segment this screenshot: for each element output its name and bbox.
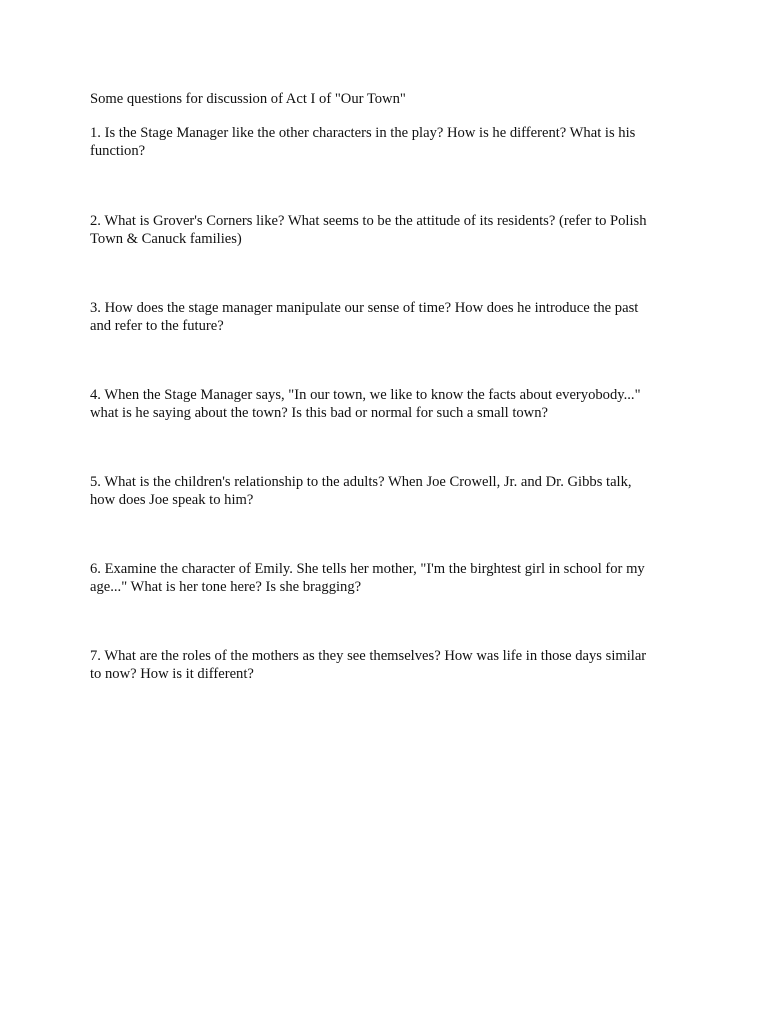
question-3: 3. How does the stage manager manipulate our sense of time? How does he introduce the past and refer to the future? <box>90 300 639 334</box>
question-1: 1. Is the Stage Manager like the other characters in the play? How is he different? What is his function? <box>90 125 636 159</box>
question-4: 4. When the Stage Manager says, "In our town, we like to know the facts about everyobody..." what is he saying about the town? Is this bad or normal for such a small town? <box>90 387 641 421</box>
question-6: 6. Examine the character of Emily. She tells her mother, "I'm the birghtest girl in school for my age..." What is her tone here? Is she bragging? <box>90 561 645 595</box>
question-5: 5. What is the children's relationship to the adults? When Joe Crowell, Jr. and Dr. Gibbs talk, how does Joe speak to him? <box>90 474 632 508</box>
question-7: 7. What are the roles of the mothers as they see themselves? How was life in those days similar to now? How is it different? <box>90 648 647 682</box>
document-title: Some questions for discussion of Act I of "Our Town" <box>90 91 406 107</box>
question-2: 2. What is Grover's Corners like? What seems to be the attitude of its residents? (refer to Polish Town & Canuck families) <box>90 213 647 247</box>
